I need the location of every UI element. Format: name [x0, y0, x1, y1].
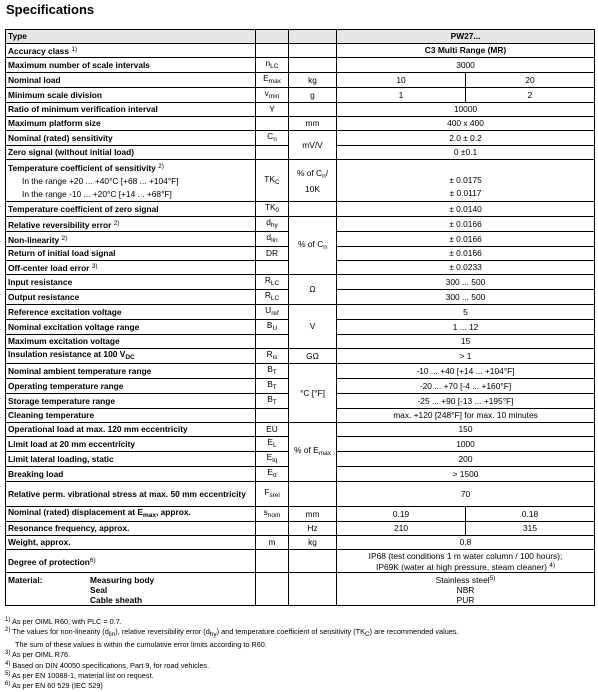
- table-row: Operational load at max. 120 mm eccentricity EU % of $E_{max}$ 150: [6, 423, 595, 437]
- table-row: Nominal load $E_{max}$ kg 10 20: [6, 73, 595, 88]
- spec-table: [5, 29, 595, 606]
- table-row: Relative perm. vibrational stress at max. 50 mm eccentricity $F_{srel}$ 70: [6, 482, 595, 507]
- table-row: Operating temperature range $B_T$ -20 ... +70 [-4 ... +160°F]: [6, 379, 595, 394]
- table-row: Nominal ambient temperature range $B_T$ °C [°F] -10 ... +40 [+14 ... +104°F]: [6, 364, 595, 379]
- table-row: Temperature coefficient of sensitivity $^{2)}$ In the range +20 ... +40°C [+68 ... +104°F] In the range -10 ... +20°C [+14 ... +68°F] $TK_C$ % of $C_n/$ 10K ± 0.0175 ± 0.0117: [6, 160, 595, 202]
- table-row: Temperature coefficient of zero signal $TK_0$ ± 0.0140: [6, 202, 595, 217]
- model-name: PW27...: [337, 30, 595, 44]
- footnote: The sum of these values is within the cumulative error limits according to R60.: [15, 639, 267, 649]
- table-row: Non-linearity $^{2)}$ $d_{lin}$ ± 0.0166: [6, 232, 595, 247]
- type-label: Type: [6, 30, 256, 44]
- footnote: $^{6)}$ As per EN 60 529 (IEC 529): [5, 681, 103, 691]
- footnote: $^{2)}$ The values for non-linearity (dlin), relative reversibility error (dhy) and temperature coefficient of sensitivity (TKC) are recommended values.: [5, 627, 459, 639]
- table-row: Accuracy class $^{1)}$ C3 Multi Range (MR): [6, 44, 595, 58]
- table-row: Nominal (rated) sensitivity $C_n$ mV/V 2.0 ± 0.2: [6, 131, 595, 146]
- table-row: Reference excitation voltage $U_{ref}$ V 5: [6, 305, 595, 320]
- table-row: Degree of protection$^{6)}$ IP68 (test conditions 1 m water column / 100 hours); IP69K (water at high pressure, steam cleaner) $^{4)}$: [6, 550, 595, 573]
- header-row: [6, 30, 595, 44]
- table-row: Output resistance $R_{LC}$ 300 ... 500: [6, 290, 595, 305]
- footnote: $^{5)}$ As per EN 10088-1, material list on request.: [5, 671, 154, 681]
- table-row: Cleaning temperature max. +120 [248°F] for max. 10 minutes: [6, 409, 595, 423]
- table-row: Off-center load error $^{3)}$ ± 0.0233: [6, 261, 595, 275]
- table-row: Nominal (rated) displacement at $E_{max}$, approx. $s_{nom}$ mm 0.19 0.18: [6, 507, 595, 522]
- table-row: Breaking load $E_d$ > 1500: [6, 467, 595, 482]
- table-row: Nominal excitation voltage range $B_U$ 1 ... 12: [6, 320, 595, 335]
- page-title: Specifications: [6, 2, 95, 17]
- table-row: Ratio of minimum verification interval Y 10000: [6, 103, 595, 117]
- footnote: $^{3)}$ As per OIML R76.: [5, 650, 71, 660]
- table-row: Storage temperature range $B_T$ -25 ... +90 [-13 ... +195°F]: [6, 394, 595, 409]
- table-row: Limit lateral loading, static $E_{lq}$ 200: [6, 452, 595, 467]
- table-row: Weight, approx. m kg 0.8: [6, 536, 595, 550]
- footnote: $^{1)}$ As per OIML R60, with PLC = 0.7.: [5, 617, 122, 626]
- table-row: Insulation resistance at 100 $V_{DC}$ $R_{is}$ GΩ > 1: [6, 349, 595, 364]
- table-row: Resonance frequency, approx. Hz 210 315: [6, 522, 595, 536]
- table-row: Maximum excitation voltage 15: [6, 335, 595, 349]
- table-row: Relative reversibility error $^{2)}$ $d_{hy}$ % of $C_n$ ± 0.0166: [6, 217, 595, 232]
- table-row: Zero signal (without initial load) 0 ±0.1: [6, 146, 595, 160]
- table-row: Return of initial load signal DR ± 0.0166: [6, 247, 595, 261]
- footnotes: [5, 616, 595, 691]
- table-row: Input resistance $R_{LC}$ Ω 300 ... 500: [6, 275, 595, 290]
- table-row: Limit load at 20 mm eccentricity $E_L$ 1000: [6, 437, 595, 452]
- footnote: $^{4)}$ Based on DIN 40050 specifications, Part 9, for road vehicles.: [5, 660, 210, 670]
- table-row: Maximum number of scale intervals $n_{LC}$ 3000: [6, 58, 595, 73]
- table-row: Minimum scale division $v_{min}$ g 1 2: [6, 88, 595, 103]
- table-row: Material: Measuring body Seal Cable sheath Stainless steel$^{5)}$ NBR PUR: [6, 573, 595, 606]
- table-row: Maximum platform size mm 400 x 400: [6, 117, 595, 131]
